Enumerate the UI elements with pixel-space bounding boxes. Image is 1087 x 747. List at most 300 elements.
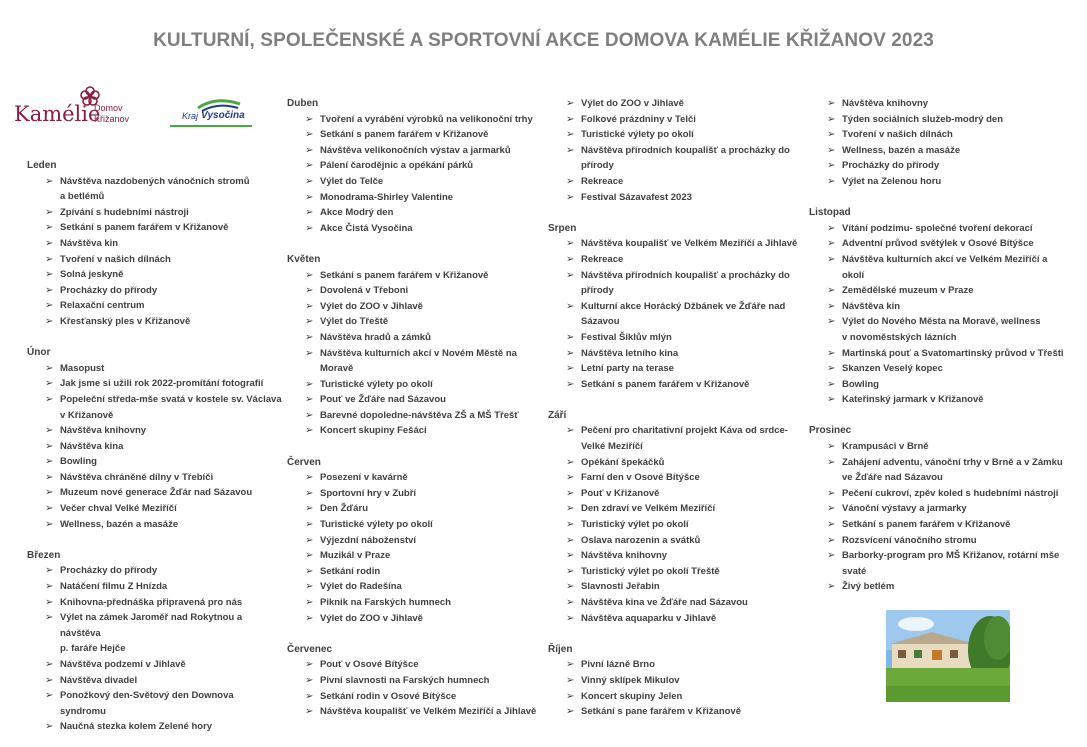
- list-item: [548, 346, 803, 362]
- list-item: [27, 610, 282, 641]
- arrow-bullet-icon: ➢: [566, 98, 575, 109]
- list-item-text: Návštěva divadel: [60, 674, 138, 686]
- arrow-bullet-icon: ➢: [827, 98, 836, 109]
- list-item-text: Wellness, bazén a masáže: [842, 144, 961, 156]
- kamelie-logo: [14, 84, 134, 130]
- list-item: [548, 283, 803, 299]
- arrow-bullet-icon: ➢: [827, 519, 836, 531]
- arrow-bullet-icon: ➢: [827, 300, 836, 312]
- list-item: [27, 408, 282, 424]
- list-item: [548, 470, 803, 486]
- list-item-text: Turistické výlety po okolí: [581, 129, 694, 141]
- list-item-text: přírody: [581, 285, 614, 297]
- list-item-text: Turistické výlety po okolí: [320, 519, 433, 531]
- list-item: [287, 657, 542, 673]
- list-item-text: Setkání s panem farářem v Křižanově: [60, 222, 229, 234]
- list-item-text: Barborky-program pro MŠ Křižanov, rotární mše: [842, 550, 1060, 562]
- arrow-bullet-icon: ➢: [305, 222, 314, 234]
- month-heading: Červenec: [287, 643, 333, 655]
- list-item: [548, 190, 803, 206]
- arrow-bullet-icon: ➢: [566, 191, 575, 203]
- list-item: [27, 454, 282, 470]
- list-item: [548, 579, 803, 595]
- list-item-text: Ponožkový den-Světový den Downova syndromu: [60, 690, 234, 717]
- arrow-bullet-icon: ➢: [827, 394, 836, 406]
- arrow-bullet-icon: ➢: [305, 472, 314, 484]
- list-item: [27, 220, 282, 236]
- arrow-bullet-icon: ➢: [827, 441, 836, 453]
- list-item: [287, 283, 542, 299]
- list-item: [27, 174, 282, 190]
- arrow-bullet-icon: ➢: [305, 129, 314, 141]
- list-item: [27, 657, 282, 673]
- kraj-logo-line1: Kraj: [182, 111, 199, 121]
- list-item: [287, 392, 542, 408]
- list-item-text: Návštěva kulturních akcí ve Velkém Meziříčí a: [842, 253, 1048, 265]
- list-item-text: v novoměstských lázních: [842, 331, 957, 343]
- arrow-bullet-icon: ➢: [305, 597, 314, 608]
- month-heading: Listopad: [809, 207, 851, 219]
- list-item-text: Den Žďáru: [320, 503, 369, 515]
- list-item-text: Solná jeskyně: [60, 269, 124, 281]
- arrow-bullet-icon: ➢: [566, 706, 575, 718]
- list-item: [287, 548, 542, 564]
- list-item: [27, 563, 282, 579]
- list-item-text: Bowling: [842, 378, 879, 390]
- list-item-text: Setkání rodin: [320, 565, 381, 577]
- list-item-text: Koncert skupiny Jelen: [581, 690, 683, 702]
- arrow-bullet-icon: ➢: [45, 284, 54, 296]
- arrow-bullet-icon: ➢: [827, 113, 836, 125]
- page-title: KULTURNÍ, SPOLEČENSKÉ A SPORTOVNÍ AKCE DOMOVA KAMÉLIE KŘIŽANOV 2023: [153, 30, 934, 51]
- arrow-bullet-icon: ➢: [827, 285, 836, 297]
- arrow-bullet-icon: ➢: [305, 269, 314, 281]
- list-item: [287, 704, 542, 720]
- arrow-bullet-icon: ➢: [45, 565, 54, 577]
- list-item: [287, 689, 542, 705]
- list-item-text: Den zdraví ve Velkém Meziříčí: [581, 503, 716, 515]
- arrow-bullet-icon: ➢: [566, 690, 575, 702]
- list-item-text: Letní party na terase: [581, 363, 674, 375]
- list-item-text: Pivní slavnosti na Farských humnech: [320, 674, 490, 686]
- arrow-bullet-icon: ➢: [827, 487, 836, 499]
- list-item: [809, 127, 1069, 143]
- list-item-text: Procházky do přírody: [60, 565, 158, 577]
- list-item-text: Turistický výlet po okolí: [581, 519, 689, 531]
- list-item-text: Piknik na Farských humnech: [320, 597, 451, 608]
- list-item-text: Muzikál v Praze: [320, 550, 391, 562]
- arrow-bullet-icon: ➢: [45, 581, 54, 593]
- arrow-bullet-icon: ➢: [566, 472, 575, 484]
- arrow-bullet-icon: ➢: [45, 253, 54, 265]
- list-item: [809, 96, 1069, 112]
- list-item-text: Návštěva kina ve Žďáře nad Sázavou: [581, 597, 748, 608]
- arrow-bullet-icon: ➢: [566, 113, 575, 125]
- arrow-bullet-icon: ➢: [827, 238, 836, 250]
- arrow-bullet-icon: ➢: [305, 581, 314, 593]
- list-item: [548, 564, 803, 580]
- arrow-bullet-icon: ➢: [305, 550, 314, 562]
- list-item-text: Vinný sklípek Mikulov: [581, 674, 680, 686]
- list-item-text: p. faráře Hejče: [60, 643, 126, 655]
- column-2: [287, 96, 542, 720]
- arrow-bullet-icon: ➢: [305, 113, 314, 125]
- list-item: [27, 205, 282, 221]
- list-item-text: Pouť v Křižanově: [581, 487, 660, 499]
- arrow-bullet-icon: ➢: [827, 129, 836, 141]
- list-item: [809, 439, 1069, 455]
- arrow-bullet-icon: ➢: [305, 347, 314, 359]
- list-item: [548, 330, 803, 346]
- list-item: [548, 595, 803, 611]
- list-item-text: Výlet do Nového Města na Moravě, wellness: [842, 316, 1041, 328]
- list-item-text: Návštěva letního kina: [581, 347, 679, 359]
- list-item-text: Skanzen Veselý kopec: [842, 363, 943, 375]
- list-item-text: Dovolená v Třeboni: [320, 285, 409, 297]
- list-item: [27, 470, 282, 486]
- list-item-text: Návštěva přírodních koupališť a procházky do: [581, 269, 790, 281]
- list-item-text: Setkání s panem farářem v Křižanově: [842, 519, 1011, 531]
- arrow-bullet-icon: ➢: [305, 565, 314, 577]
- arrow-bullet-icon: ➢: [45, 721, 54, 733]
- list-item-text: Živý betlém: [842, 581, 895, 593]
- list-item: [287, 221, 542, 237]
- arrow-bullet-icon: ➢: [566, 253, 575, 265]
- arrow-bullet-icon: ➢: [45, 612, 54, 624]
- list-item-text: Výlet do ZOO v Jihlavě: [320, 612, 423, 624]
- list-item-text: Folkové prázdniny v Telči: [581, 113, 696, 125]
- list-item: [548, 439, 803, 455]
- list-item-text: Akce Modrý den: [320, 207, 394, 219]
- list-item-text: Návštěva knihovny: [60, 425, 147, 437]
- arrow-bullet-icon: ➢: [45, 596, 54, 608]
- list-item-text: Tvoření v našich dílnách: [842, 129, 953, 141]
- list-item-text: Výlet do ZOO v Jihlavě: [320, 300, 423, 312]
- list-item: [548, 112, 803, 128]
- list-item-text: přírody: [581, 160, 614, 172]
- list-item: [548, 377, 803, 393]
- list-item-text: Návštěva velikonočních výstav a jarmarků: [320, 144, 511, 156]
- list-item: [287, 533, 542, 549]
- list-item: [548, 268, 803, 284]
- arrow-bullet-icon: ➢: [45, 222, 54, 234]
- list-item: [287, 673, 542, 689]
- arrow-bullet-icon: ➢: [45, 690, 54, 702]
- list-item: [809, 174, 1069, 190]
- arrow-bullet-icon: ➢: [827, 222, 836, 234]
- list-item-text: Jak jsme si užili rok 2022-promítání fotografií: [60, 378, 264, 390]
- list-item: [809, 392, 1069, 408]
- list-item: [809, 377, 1069, 393]
- list-item-text: Knihovna-přednáška připravená pro nás: [60, 596, 243, 608]
- kraj-logo-line2: Vysočina: [201, 110, 245, 121]
- list-item: [548, 486, 803, 502]
- list-item: [287, 517, 542, 533]
- list-item-text: Výjezdní náboženství: [320, 534, 417, 546]
- arrow-bullet-icon: ➢: [827, 316, 836, 328]
- list-item: [287, 190, 542, 206]
- list-item: [287, 595, 542, 611]
- list-item-text: Vánoční výstavy a jarmarky: [842, 503, 967, 515]
- list-item-text: Návštěva kin: [842, 300, 901, 312]
- list-item-text: Popeleční středa-mše svatá v kostele sv. Václava: [60, 393, 282, 405]
- list-item: [809, 548, 1069, 564]
- arrow-bullet-icon: ➢: [305, 503, 314, 515]
- list-item: [27, 439, 282, 455]
- list-item: [809, 283, 1069, 299]
- month-heading: Květen: [287, 253, 321, 265]
- list-item: [287, 486, 542, 502]
- list-item: [809, 330, 1069, 346]
- list-item: [287, 158, 542, 174]
- list-item-text: Výlet do Radešína: [320, 581, 402, 593]
- list-item-text: Sportovní hry v Zubří: [320, 487, 417, 499]
- arrow-bullet-icon: ➢: [566, 565, 575, 577]
- list-item: [287, 564, 542, 580]
- list-item-text: Masopust: [60, 362, 105, 374]
- arrow-bullet-icon: ➢: [305, 659, 314, 671]
- list-item: [548, 673, 803, 689]
- list-item-text: Výlet do ZOO v Jihlavě: [581, 98, 684, 109]
- list-item: [27, 314, 282, 330]
- section-gap: [27, 532, 282, 548]
- list-item-text: Výlet na zámek Jaroměř nad Rokytnou a návštěva: [60, 612, 243, 639]
- list-item: [809, 236, 1069, 252]
- section-gap: [809, 408, 1069, 424]
- list-item-text: Rozsvícení vánočního stromu: [842, 534, 977, 546]
- arrow-bullet-icon: ➢: [45, 175, 54, 187]
- arrow-bullet-icon: ➢: [305, 394, 314, 406]
- list-item-text: Adventní průvod světýlek v Osové Bítýšce: [842, 238, 1034, 250]
- section-gap: [548, 205, 803, 221]
- list-item-text: Festival Šiklův mlýn: [581, 331, 672, 343]
- arrow-bullet-icon: ➢: [305, 175, 314, 187]
- list-item-text: v Křižanově: [60, 409, 114, 421]
- arrow-bullet-icon: ➢: [827, 347, 836, 359]
- list-item-text: Pouť ve Žďáře nad Sázavou: [320, 394, 446, 406]
- arrow-bullet-icon: ➢: [305, 674, 314, 686]
- list-item-text: Rekreace: [581, 175, 624, 187]
- list-item: [287, 330, 542, 346]
- list-item-text: Zpívání s hudebními nástroji: [60, 206, 189, 218]
- section-gap: [548, 392, 803, 408]
- list-item-text: Slavnosti Jeřabin: [581, 581, 660, 593]
- arrow-bullet-icon: ➢: [827, 503, 836, 515]
- arrow-bullet-icon: ➢: [566, 175, 575, 187]
- arrow-bullet-icon: ➢: [827, 534, 836, 546]
- list-item-text: Kateřinský jarmark v Křižanově: [842, 394, 984, 406]
- list-item-text: Oslava narozenin a svátků: [581, 534, 701, 546]
- list-item-text: Návštěva hradů a zámků: [320, 331, 431, 343]
- list-item-text: a betlémů: [60, 191, 105, 203]
- list-item: [809, 314, 1069, 330]
- list-item: [809, 455, 1069, 471]
- list-item: [809, 517, 1069, 533]
- list-item-text: Pálení čarodějnic a opékání párků: [320, 160, 474, 172]
- list-item: [809, 346, 1069, 362]
- list-item-text: Posezení v kavárně: [320, 472, 408, 484]
- arrow-bullet-icon: ➢: [566, 129, 575, 141]
- section-gap: [27, 330, 282, 346]
- list-item: [27, 298, 282, 314]
- list-item: [548, 501, 803, 517]
- arrow-bullet-icon: ➢: [305, 207, 314, 219]
- arrow-bullet-icon: ➢: [827, 456, 836, 468]
- list-item: [287, 205, 542, 221]
- list-item: [809, 112, 1069, 128]
- list-item: [809, 533, 1069, 549]
- list-item: [287, 408, 542, 424]
- arrow-bullet-icon: ➢: [305, 706, 314, 718]
- list-item: [548, 236, 803, 252]
- list-item: [27, 673, 282, 689]
- list-item-text: Návštěva koupališť ve Velkém Meziříčí a Jihlavě: [320, 706, 537, 718]
- list-item-text: Setkání s panem farářem v Křižanově: [581, 378, 750, 390]
- arrow-bullet-icon: ➢: [827, 363, 836, 375]
- arrow-bullet-icon: ➢: [827, 144, 836, 156]
- arrow-bullet-icon: ➢: [566, 331, 575, 343]
- list-item-text: Koncert skupiny Fešáci: [320, 425, 427, 437]
- arrow-bullet-icon: ➢: [45, 659, 54, 670]
- arrow-bullet-icon: ➢: [45, 456, 54, 468]
- list-item: [809, 221, 1069, 237]
- section-gap: [548, 626, 803, 642]
- building-photo-image: [886, 610, 1010, 702]
- list-item: [548, 455, 803, 471]
- arrow-bullet-icon: ➢: [45, 237, 54, 249]
- list-item: [287, 174, 542, 190]
- arrow-bullet-icon: ➢: [566, 456, 575, 468]
- list-item-text: Procházky do přírody: [60, 284, 158, 296]
- month-heading: Červen: [287, 456, 321, 468]
- arrow-bullet-icon: ➢: [305, 144, 314, 156]
- list-item: [27, 392, 282, 408]
- list-item-text: ve Žďáře nad Sázavou: [842, 472, 943, 484]
- list-item-text: Návštěva kina: [60, 440, 124, 452]
- arrow-bullet-icon: ➢: [305, 191, 314, 203]
- arrow-bullet-icon: ➢: [305, 690, 314, 702]
- list-item-text: Křesťanský ples v Křižanově: [60, 315, 191, 327]
- list-item: [287, 361, 542, 377]
- list-item: [809, 158, 1069, 174]
- arrow-bullet-icon: ➢: [827, 550, 836, 562]
- list-item: [287, 112, 542, 128]
- section-gap: [287, 626, 542, 642]
- list-item-text: Rekreace: [581, 253, 624, 265]
- list-item-text: Krampusáci v Brně: [842, 441, 929, 453]
- arrow-bullet-icon: ➢: [566, 378, 575, 390]
- list-item: [548, 548, 803, 564]
- arrow-bullet-icon: ➢: [45, 518, 54, 530]
- arrow-bullet-icon: ➢: [566, 550, 575, 562]
- list-item-text: Muzeum nové generace Žďár nad Sázavou: [60, 487, 253, 499]
- list-item: [809, 143, 1069, 159]
- kraj-vysocina-logo: [168, 96, 254, 130]
- domov-building-photo: [886, 610, 1010, 702]
- list-item-text: Výlet na Zelenou horu: [842, 175, 942, 187]
- arrow-bullet-icon: ➢: [566, 300, 575, 312]
- arrow-bullet-icon: ➢: [566, 363, 575, 375]
- arrow-bullet-icon: ➢: [305, 425, 314, 437]
- list-item: [548, 704, 803, 720]
- list-item: [287, 127, 542, 143]
- list-item-text: Zemědělské muzeum v Praze: [842, 285, 974, 297]
- list-item: [548, 361, 803, 377]
- list-item: [27, 595, 282, 611]
- list-item: [27, 517, 282, 533]
- list-item: [548, 252, 803, 268]
- list-item: [809, 564, 1069, 580]
- arrow-bullet-icon: ➢: [45, 315, 54, 327]
- arrow-bullet-icon: ➢: [45, 425, 54, 437]
- list-item: [287, 611, 542, 627]
- list-item-text: Setkání s pane farářem v Křižanově: [581, 706, 741, 718]
- arrow-bullet-icon: ➢: [45, 393, 54, 405]
- column-3: [548, 96, 803, 720]
- arrow-bullet-icon: ➢: [45, 503, 54, 515]
- column-4: [809, 96, 1069, 595]
- list-item-text: Relaxační centrum: [60, 300, 145, 312]
- list-item-text: Wellness, bazén a masáže: [60, 518, 179, 530]
- list-item: [27, 283, 282, 299]
- arrow-bullet-icon: ➢: [45, 674, 54, 686]
- list-item: [809, 299, 1069, 315]
- list-item: [287, 579, 542, 595]
- list-item: [27, 236, 282, 252]
- list-item-text: Natáčení filmu Z Hnízda: [60, 581, 168, 593]
- arrow-bullet-icon: ➢: [305, 409, 314, 421]
- list-item: [27, 376, 282, 392]
- kamelie-logo-line1: Domov: [94, 103, 123, 113]
- arrow-bullet-icon: ➢: [566, 269, 575, 281]
- list-item: [287, 423, 542, 439]
- arrow-bullet-icon: ➢: [45, 269, 54, 281]
- list-item-text: Bowling: [60, 456, 97, 468]
- section-gap: [287, 439, 542, 455]
- list-item: [548, 657, 803, 673]
- arrow-bullet-icon: ➢: [566, 597, 575, 608]
- list-item: [809, 268, 1069, 284]
- list-item-text: Návštěva kin: [60, 237, 119, 249]
- list-item-text: Opékání špekáčků: [581, 456, 665, 468]
- list-item-text: svaté: [842, 565, 867, 577]
- arrow-bullet-icon: ➢: [566, 519, 575, 531]
- arrow-bullet-icon: ➢: [305, 300, 314, 312]
- arrow-bullet-icon: ➢: [45, 471, 54, 483]
- list-item: [809, 470, 1069, 486]
- month-heading: Únor: [27, 347, 51, 359]
- list-item: [809, 361, 1069, 377]
- list-item: [27, 485, 282, 501]
- month-heading: Prosinec: [809, 425, 852, 437]
- list-item: [27, 688, 282, 719]
- list-item-text: Kulturní akce Horácký Džbánek ve Žďáře nad: [581, 300, 786, 312]
- list-item-text: Vítání podzimu- společné tvoření dekorací: [842, 222, 1033, 234]
- list-item: [27, 579, 282, 595]
- list-item-text: Návštěva přírodních koupališť a procházky do: [581, 144, 790, 156]
- list-item: [27, 361, 282, 377]
- arrow-bullet-icon: ➢: [305, 331, 314, 343]
- list-item: [287, 346, 542, 362]
- list-item-text: Návštěva knihovny: [842, 98, 929, 109]
- list-item: [548, 533, 803, 549]
- list-item-text: Pečení pro charitativní projekt Káva od srdce-: [581, 425, 788, 437]
- month-heading: Březen: [27, 549, 61, 561]
- list-item-text: Návštěva nazdobených vánočních stromů: [60, 175, 250, 187]
- month-heading: Srpen: [548, 222, 577, 234]
- list-item: [548, 127, 803, 143]
- list-item-text: Setkání s panem farářem v Křižanově: [320, 129, 489, 141]
